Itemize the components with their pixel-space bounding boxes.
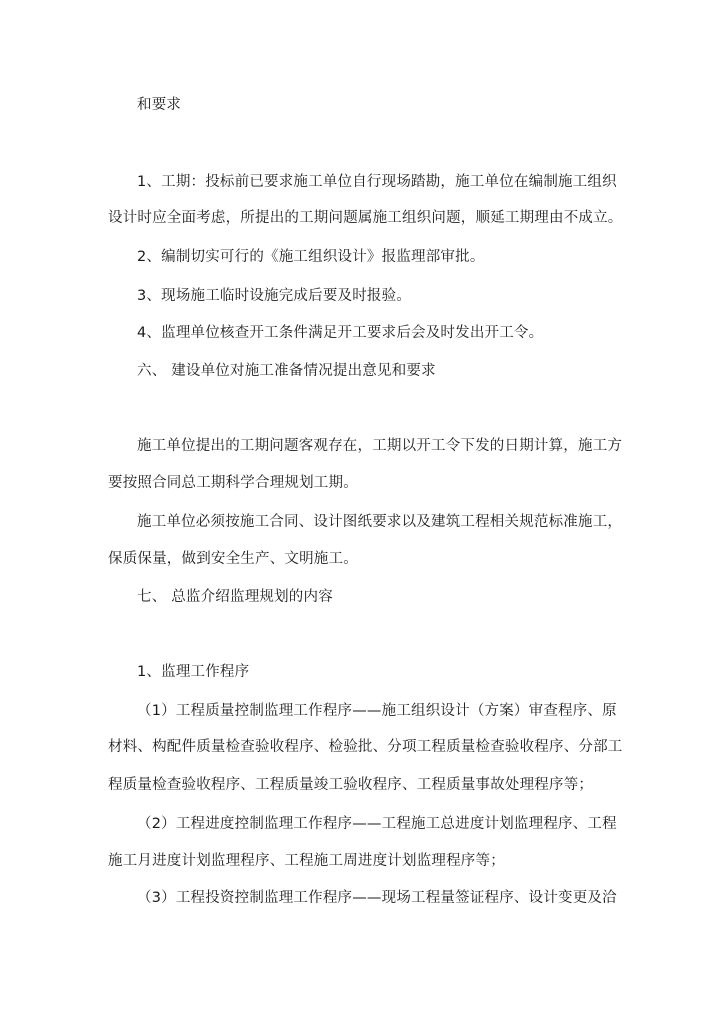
section-6-paragraph-2-line-1: 施工单位必须按施工合同、设计图纸要求以及建筑工程相关规范标准施工，	[137, 514, 623, 530]
item-4-text: 4、监理单位核查开工条件满足开工要求后会及时发出开工令。	[137, 325, 544, 341]
procedure-3-line-1: （3）工程投资控制监理工作程序——现场工程量签证程序、设计变更及洽	[137, 890, 617, 906]
item-3-text: 3、现场施工临时设施完成后要及时报验。	[137, 288, 412, 304]
section-6-paragraph-1-line-1: 施工单位提出的工期问题客观存在，工期以开工令下发的日期计算，施工方	[137, 438, 623, 454]
procedure-1-line-3: 程质量检查验收程序、工程质量竣工验收程序、工程质量事故处理程序等；	[108, 777, 594, 793]
item-1-line-2: 设计时应全面考虑，所提出的工期问题属施工组织问题，顺延工期理由不成立。	[108, 210, 623, 226]
procedure-2-line-2: 施工月进度计划监理程序、工程施工周进度计划监理程序等；	[108, 853, 505, 869]
intro-tail-text: 和要求	[137, 97, 182, 113]
section-7-heading: 七、 总监介绍监理规划的内容	[137, 589, 333, 605]
section-6-paragraph-2-line-2: 保质保量，做到安全生产、文明施工。	[108, 551, 358, 567]
item-1-line-1: 1、工期：投标前已要求施工单位自行现场踏勘，施工单位在编制施工组织	[137, 174, 617, 190]
subsection-1-heading: 1、监理工作程序	[137, 664, 250, 680]
section-6-heading: 六、 建设单位对施工准备情况提出意见和要求	[137, 363, 436, 379]
procedure-1-line-1: （1）工程质量控制监理工作程序——施工组织设计（方案）审查程序、原	[137, 703, 617, 719]
procedure-1-line-2: 材料、构配件质量检查验收程序、检验批、分项工程质量检查验收程序、分部工	[108, 739, 623, 755]
procedure-2-line-1: （2）工程进度控制监理工作程序——工程施工总进度计划监理程序、工程	[137, 816, 617, 832]
section-6-paragraph-1-line-2: 要按照合同总工期科学合理规划工期。	[108, 475, 358, 491]
item-2-text: 2、编制切实可行的《施工组织设计》报监理部审批。	[137, 249, 485, 265]
